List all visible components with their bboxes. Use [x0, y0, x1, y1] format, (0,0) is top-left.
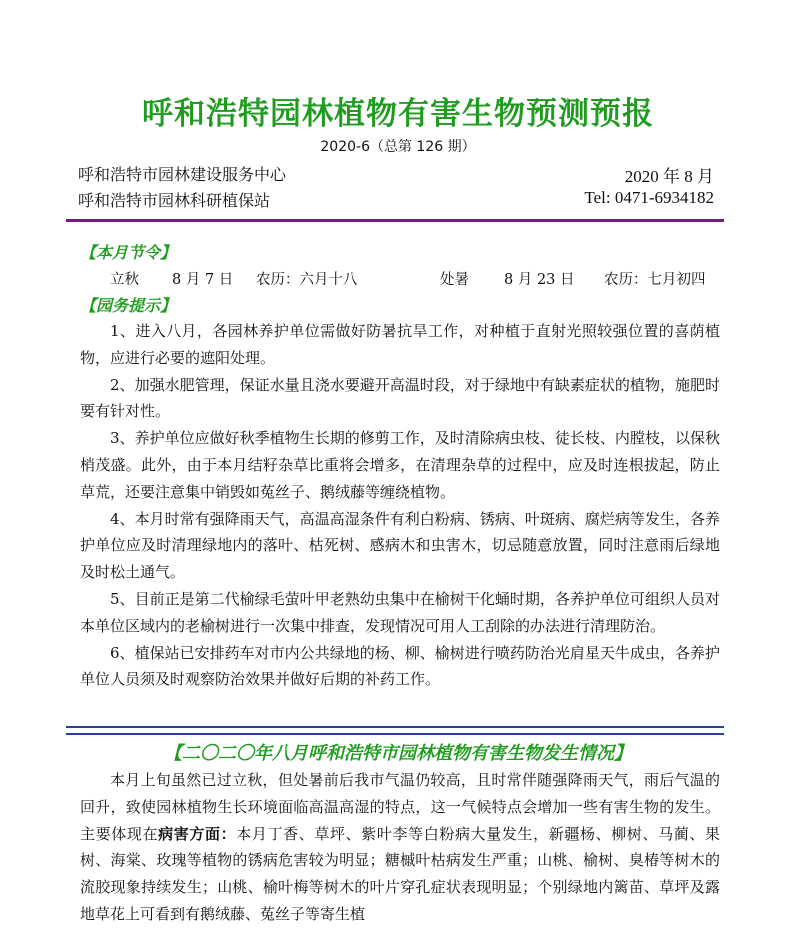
org-name-2: 呼和浩特市园林科研植保站: [78, 191, 271, 210]
header-divider: [66, 219, 724, 222]
tip-item-6: 6、植保站已安排药车对市内公共绿地的杨、柳、榆树进行喷药防治光肩星天牛成虫，各养护单位人员须及时观察防治效果并做好后期的补药工作。: [80, 643, 720, 689]
tip-item-2: 2、加强水肥管理，保证水量且浇水要避开高温时段，对于绿地中有缺素症状的植物，施肥时要有针对性。: [80, 375, 720, 421]
occurrence-bold-label: 病害方面：: [158, 824, 237, 843]
occurrence-body: [80, 767, 720, 928]
occurrence-text-before: 本月上旬虽然已过立秋，但处暑前后我市气温仍较高，且时常伴随强降雨天气，雨后气温的回升，致使园林植物生长环境面临高温高湿的特点，这一气候特点会增加一些有害生物的发生。主要体现在: [80, 771, 720, 843]
solar-term-2-lunar: 农历：七月初四: [604, 272, 706, 288]
solar-term-2-name: 处暑: [440, 272, 469, 288]
tip-item-4: 4、本月时常有强降雨天气，高温高湿条件有利白粉病、锈病、叶斑病、腐烂病等发生，各养护单位应及时清理绿地内的落叶、枯死树、感病木和虫害木，切忌随意放置，同时注意雨后绿地及时松土通气。: [80, 509, 720, 582]
tip-item-1: 1、进入八月，各园林养护单位需做好防暑抗旱工作，对种植于直射光照较强位置的喜荫植物，应进行必要的遮阳处理。: [80, 322, 720, 367]
occurrence-text-after: 本月丁香、草坪、紫叶李等白粉病大量发生，新疆杨、柳树、马蔺、果树、海棠、玫瑰等植物的锈病危害较为明显；糖槭叶枯病发生严重；山桃、榆树、臭椿等树木的流胶现象持续发生；山桃、榆叶梅等树木的叶片穿孔症状表现明显；个别绿地内篱苗、草坪及露地草花上可看到有鹅绒藤、菟丝子等寄生植: [80, 824, 720, 923]
section-heading-occurrence: 【二〇二〇年八月呼和浩特市园林植物有害生物发生情况】: [164, 743, 632, 764]
section-heading-jieling: 【本月节令】: [80, 243, 177, 262]
tip-item-3: 3、养护单位应做好秋季植物生长期的修剪工作，及时清除病虫枝、徒长枝、内膛枝，以保秋梢茂盛。此外，由于本月结籽杂草比重将会增多，在清理杂草的过程中，应及时连根拔起，防止草荒，还要注意集中销毁如菟丝子、鹅绒藤等缠绕植物。: [80, 429, 720, 501]
header-row-2: [78, 188, 718, 211]
org-name-1: 呼和浩特市园林建设服务中心: [78, 165, 287, 184]
solar-term-1-date: 8 月 7 日: [172, 272, 234, 288]
tips-list: [80, 318, 720, 693]
publish-date: 2020 年 8 月: [624, 167, 714, 186]
occurrence-paragraph: [80, 767, 720, 928]
issue-number: 2020-6（总第 126 期）: [320, 139, 476, 155]
document-title: 呼和浩特园林植物有害生物预测预报: [142, 96, 654, 132]
solar-term-1-lunar: 农历：六月十八: [256, 272, 358, 288]
section-divider: [66, 726, 724, 735]
solar-term-2-date: 8 月 23 日: [504, 272, 575, 288]
telephone: Tel: 0471-6934182: [584, 188, 714, 207]
header-row-1: [78, 162, 718, 187]
solar-term-1-name: 立秋: [110, 272, 139, 288]
section-heading-tips: 【园务提示】: [80, 296, 177, 315]
tip-item-5: 5、目前正是第二代榆绿毛萤叶甲老熟幼虫集中在榆树干化蛹时期，各养护单位可组织人员对本单位区域内的老榆树进行一次集中排查，发现情况可用人工刮除的办法进行清理防治。: [80, 589, 720, 635]
